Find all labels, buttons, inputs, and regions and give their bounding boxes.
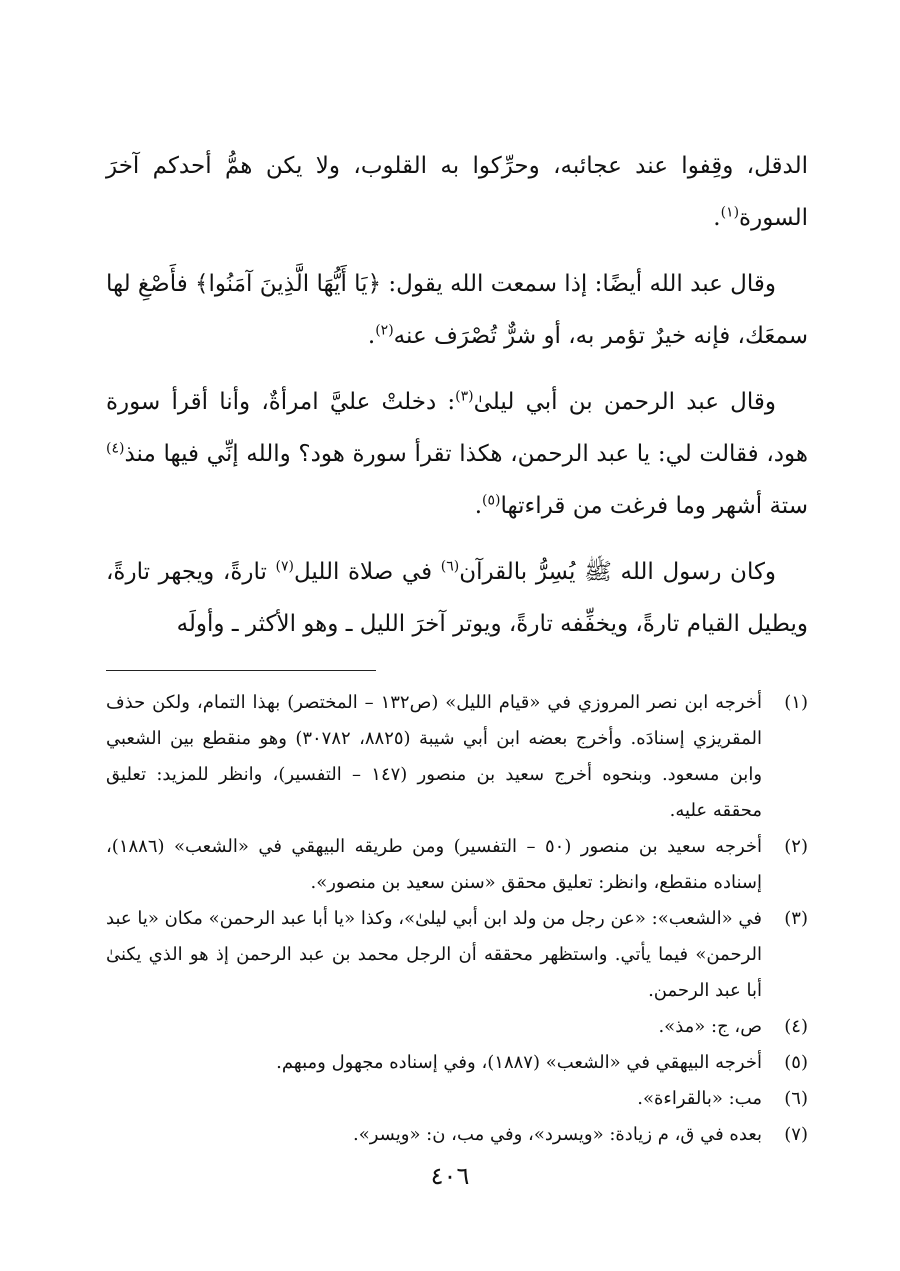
footnote-ref: (٦) [440, 558, 460, 575]
footnote-divider [106, 670, 376, 671]
paragraph-end: . [474, 493, 483, 519]
footnote-text: أخرجه ابن نصر المروزي في «قيام الليل» (ص١٣٢ – المختصر) بهذا التمام، ولكن حذف المقريزي إسنادَه. وأخرج بعضه ابن أبي شيبة (٨٨٢٥، ٣٠٧٨٢) وهو منقطع بين الشعبي وابن مسعود. وبنحوه أخرج سعيد بن منصور (١٤٧ – التفسير)، وانظر للمزيد: تعليق محققه عليه. [106, 692, 763, 821]
paragraph-3 [106, 376, 808, 532]
book-page [106, 140, 808, 1153]
footnote-number: (٢) [784, 836, 808, 857]
paragraph-4 [106, 546, 808, 650]
footnote-ref: (١) [720, 204, 740, 221]
footnote [106, 829, 808, 901]
footnote [106, 1009, 808, 1045]
paragraph-text: الدقل، وقِفوا عند عجائبه، وحرِّكوا به القلوب، ولا يكن همُّ أحدكم آخرَ السورة [106, 153, 808, 231]
footnotes [106, 685, 808, 1153]
footnote [106, 685, 808, 829]
paragraph-end: . [713, 205, 721, 231]
paragraph-text: وكان رسول الله ﷺ يُسِرُّ بالقرآن [459, 559, 777, 585]
paragraph-end: . [367, 323, 376, 349]
paragraph-1 [106, 140, 808, 244]
footnote [106, 1045, 808, 1081]
footnote [106, 901, 808, 1009]
footnote-ref: (٣) [455, 388, 474, 405]
footnote-ref: (٧) [275, 558, 294, 575]
paragraph-text: في صلاة الليل [293, 559, 441, 585]
footnote-text: أخرجه البيهقي في «الشعب» (١٨٨٧)، وفي إسناده مجهول ومبهم. [276, 1052, 762, 1073]
paragraph-2 [106, 258, 808, 362]
page-number: ٤٠٦ [430, 1162, 470, 1190]
footnote-number: (٤) [784, 1016, 808, 1037]
paragraph-text: ستة أشهر وما فرغت من قراءتها [500, 493, 808, 519]
paragraph-text: تارةً، ويجهر تارةً، ويطيل القيام تارةً، ويخفِّفه تارةً، ويوتر آخرَ الليل ـ وهو الأكثر ـ وأولَه [106, 559, 808, 637]
footnote-number: (٧) [784, 1124, 808, 1145]
footnote-number: (٥) [784, 1052, 808, 1073]
paragraph-text: وقال عبد الرحمن بن أبي ليلىٰ [473, 389, 776, 415]
footnote-text: أخرجه سعيد بن منصور (٥٠ – التفسير) ومن طريقه البيهقي في «الشعب» (١٨٨٦)، إسناده منقطع، وانظر: تعليق محقق «سنن سعيد بن منصور». [106, 836, 763, 893]
footnote-number: (٣) [784, 908, 808, 929]
footnote-number: (٦) [784, 1088, 808, 1109]
footnote-ref: (٤) [106, 440, 125, 457]
footnote-text: ص، ج: «مذ». [658, 1016, 762, 1037]
paragraph-text: وقال عبد الله أيضًا: إذا سمعت الله يقول: ﴿يَا أَيُّهَا الَّذِينَ آمَنُوا﴾ فأَصْغِ لها سمعَك، فإنه خيرٌ تؤمر به، أو شرٌّ تُصْرَف عنه [106, 271, 808, 349]
footnote [106, 1081, 808, 1117]
paragraph-text: : دخلتْ عليَّ امرأةٌ، وأنا أقرأ سورة هود، فقالت لي: يا عبد الرحمن، هكذا تقرأ سورة هود؟ والله إنِّي فيها منذ [106, 389, 808, 467]
footnote-ref: (٥) [482, 492, 501, 509]
main-text [106, 140, 808, 650]
footnote-number: (١) [784, 692, 808, 713]
footnote-text: في «الشعب»: «عن رجل من ولد ابن أبي ليلىٰ»، وكذا «يا أبا عبد الرحمن» مكان «يا عبد الرحمن» فيما يأتي. واستظهر محققه أن الرجل محمد بن عبد الرحمن إذ هو الذي يكنىٰ أبا عبد الرحمن. [106, 908, 762, 1001]
footnote-text: بعده في ق، م زيادة: «ويسرد»، وفي مب، ن: «ويسر». [353, 1124, 762, 1145]
footnote-text: مب: «بالقراءة». [637, 1088, 762, 1109]
footnote-ref: (٢) [375, 322, 394, 339]
footnote [106, 1117, 808, 1153]
